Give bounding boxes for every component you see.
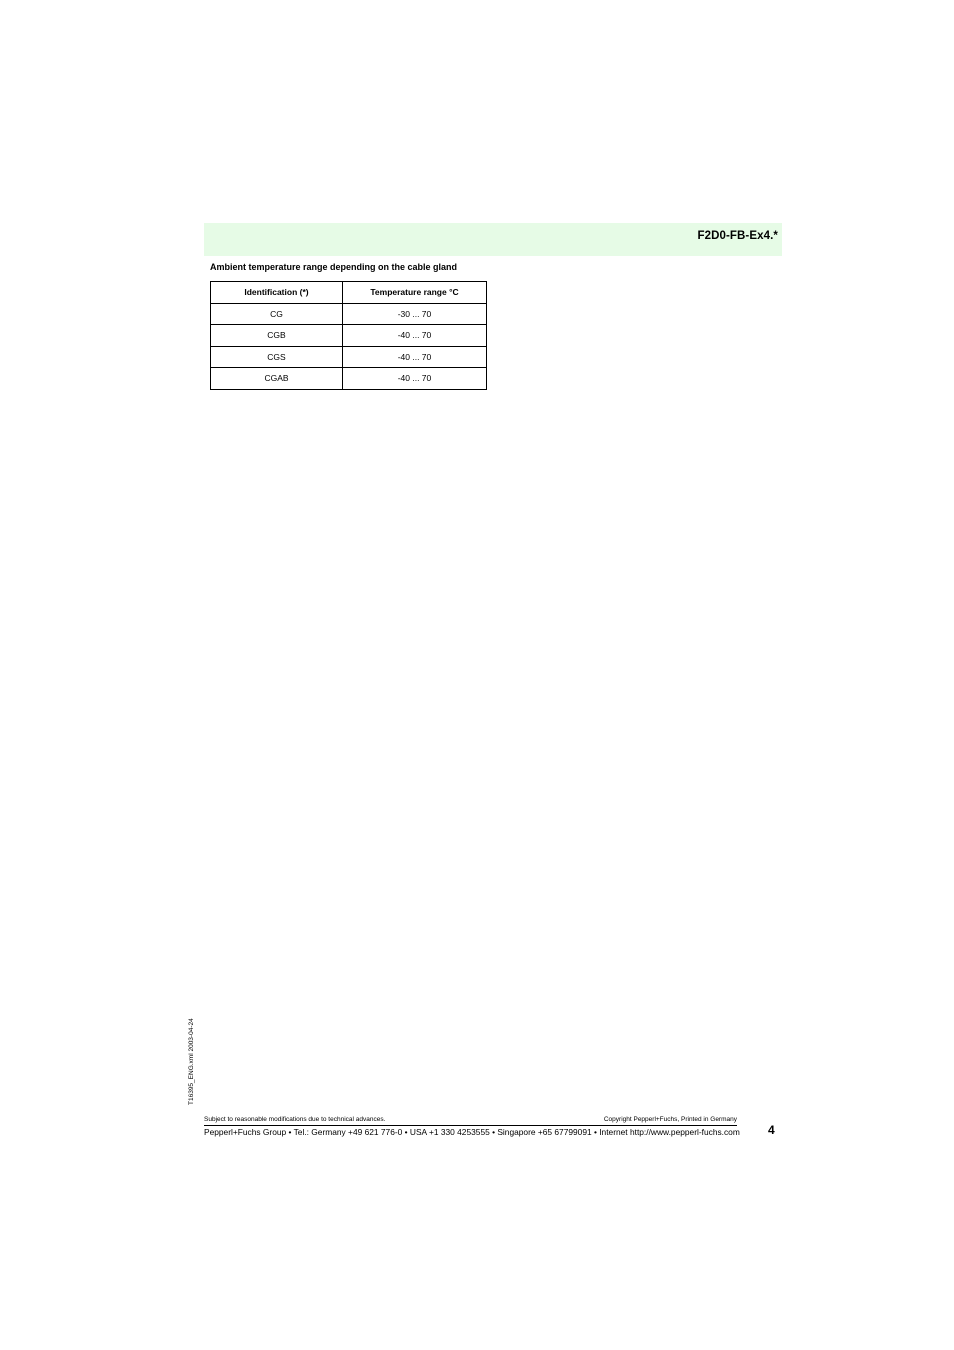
column-header-identification: Identification (*)	[211, 282, 343, 304]
table-row	[211, 325, 487, 347]
table-row	[211, 346, 487, 368]
document-id-note: T16395_ENG.xml 2003-04-24	[188, 1018, 195, 1105]
footer-disclaimer: Subject to reasonable modifications due to technical advances.	[204, 1116, 386, 1123]
temperature-range-cell: -40 ... 70	[343, 325, 487, 347]
column-header-temperature-range: Temperature range °C	[343, 282, 487, 304]
footer-contact-line: Pepperl+Fuchs Group • Tel.: Germany +49 621 776-0 • USA +1 330 4253555 • Singapore +65 67799091 • Internet http://www.pepperl-fuchs.com	[204, 1127, 740, 1137]
temperature-range-cell: -30 ... 70	[343, 303, 487, 325]
footer-copyright: Copyright Pepperl+Fuchs, Printed in Germany	[603, 1116, 737, 1123]
header-band	[204, 223, 782, 256]
table-row	[211, 368, 487, 390]
page-number: 4	[768, 1123, 775, 1137]
identification-cell: CGAB	[211, 368, 343, 390]
section-heading: Ambient temperature range depending on the cable gland	[210, 262, 458, 272]
table-row	[211, 303, 487, 325]
table-header-row	[211, 282, 487, 304]
identification-cell: CGB	[211, 325, 343, 347]
identification-cell: CGS	[211, 346, 343, 368]
identification-cell: CG	[211, 303, 343, 325]
temperature-range-cell: -40 ... 70	[343, 346, 487, 368]
temperature-table	[210, 281, 487, 390]
temperature-range-cell: -40 ... 70	[343, 368, 487, 390]
product-title: F2D0-FB-Ex4.*	[697, 230, 778, 242]
footer-divider	[204, 1125, 737, 1126]
